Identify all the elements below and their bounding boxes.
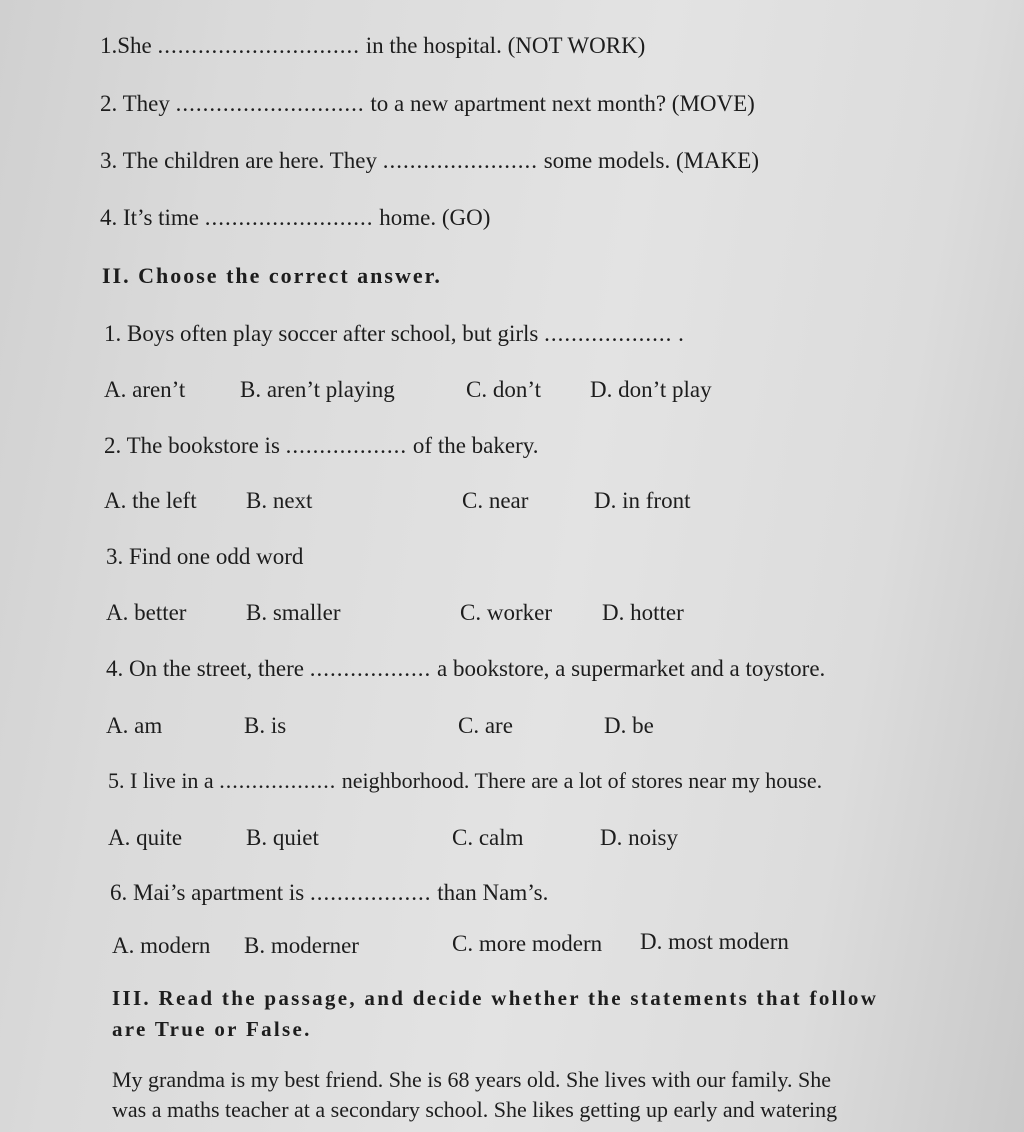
option-a: A. aren’t xyxy=(104,377,186,402)
item-text-before: 4. It’s time xyxy=(100,205,200,230)
option-c: C. don’t xyxy=(466,377,541,402)
question-text-after: neighborhood. There are a lot of stores near my house. xyxy=(341,768,823,793)
exercise-item-3 xyxy=(100,147,759,175)
answer-blank: .................. xyxy=(219,768,337,793)
option-c: C. more modern xyxy=(452,931,603,956)
section-heading-3-line1: III. Read the passage, and decide whether the statements that follow xyxy=(112,986,879,1010)
question-text-after: of the bakery. xyxy=(412,433,539,458)
option-a: A. modern xyxy=(112,933,211,958)
option-b: B. smaller xyxy=(246,600,341,625)
option-a: A. better xyxy=(106,600,187,625)
question-6 xyxy=(110,879,548,907)
option-d: D. in front xyxy=(594,488,691,513)
question-4 xyxy=(106,655,825,683)
answer-blank: .................. xyxy=(285,433,408,458)
item-text-after: home. (GO) xyxy=(379,205,491,230)
question-text-before: 6. Mai’s apartment is xyxy=(110,880,305,905)
exercise-item-1 xyxy=(100,32,645,60)
option-a: A. the left xyxy=(104,488,197,513)
question-text-after: than Nam’s. xyxy=(437,880,549,905)
question-text-before: 3. Find one odd word xyxy=(106,544,304,569)
answer-blank: ................... xyxy=(544,321,673,346)
item-text-before: 1.She xyxy=(100,33,152,58)
question-text-after: . xyxy=(678,321,684,346)
option-a: A. quite xyxy=(108,825,183,850)
question-text-after: a bookstore, a supermarket and a toystore. xyxy=(436,656,826,681)
passage-line-1: My grandma is my best friend. She is 68 years old. She lives with our family. She xyxy=(112,1067,831,1092)
answer-blank: .................. xyxy=(309,880,432,905)
item-text-before: 2. They xyxy=(100,91,170,116)
answer-blank: .............................. xyxy=(157,33,360,58)
item-text-after: some models. (MAKE) xyxy=(543,148,759,173)
option-b: B. aren’t playing xyxy=(240,377,395,402)
question-2 xyxy=(104,432,539,460)
section-heading-2: II. Choose the correct answer. xyxy=(102,263,442,288)
item-text-before: 3. The children are here. They xyxy=(100,148,377,173)
question-text-before: 2. The bookstore is xyxy=(104,433,280,458)
question-1 xyxy=(104,320,684,348)
answer-blank: .................. xyxy=(309,656,432,681)
answer-blank: ......................... xyxy=(204,205,374,230)
question-text-before: 4. On the street, there xyxy=(106,656,304,681)
option-b: B. is xyxy=(244,713,287,738)
option-b: B. moderner xyxy=(244,933,359,958)
option-d: D. don’t play xyxy=(590,377,712,402)
question-3 xyxy=(106,543,303,571)
option-c: C. near xyxy=(462,488,529,513)
question-text-before: 5. I live in a xyxy=(108,768,214,793)
option-c: C. are xyxy=(458,713,513,738)
exercise-item-2 xyxy=(100,90,755,118)
item-text-after: to a new apartment next month? (MOVE) xyxy=(370,91,755,116)
option-d: D. be xyxy=(604,713,654,738)
item-text-after: in the hospital. (NOT WORK) xyxy=(365,33,646,58)
option-b: B. next xyxy=(246,488,313,513)
section-heading-3-line2: are True or False. xyxy=(112,1017,312,1041)
question-text-before: 1. Boys often play soccer after school, but girls xyxy=(104,321,539,346)
answer-blank: ............................ xyxy=(175,91,365,116)
answer-blank: ....................... xyxy=(382,148,538,173)
question-5 xyxy=(108,767,822,795)
option-d: D. noisy xyxy=(600,825,678,850)
option-a: A. am xyxy=(106,713,163,738)
option-d: D. hotter xyxy=(602,600,684,625)
option-b: B. quiet xyxy=(246,825,319,850)
option-d: D. most modern xyxy=(640,929,789,954)
passage-line-2: was a maths teacher at a secondary school. She likes getting up early and watering xyxy=(112,1097,838,1122)
exercise-item-4 xyxy=(100,204,490,232)
option-c: C. worker xyxy=(460,600,552,625)
option-c: C. calm xyxy=(452,825,524,850)
